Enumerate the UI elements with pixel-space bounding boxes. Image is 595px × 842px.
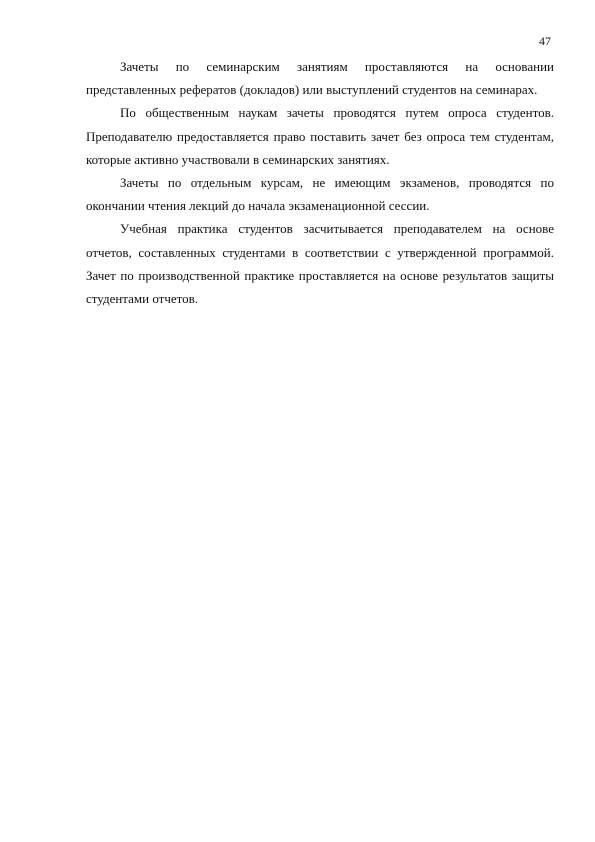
paragraph-seminar-credits: Зачеты по семинарским занятиям проставляются на основании представленных рефератов (докладов) или выступлений студентов на семинарах.	[86, 59, 554, 98]
page-number: 47	[539, 34, 551, 48]
paragraph-course-credits: Зачеты по отдельным курсам, не имеющим экзаменов, проводятся по окончании чтения лекций до начала экзаменационной сессии.	[86, 175, 554, 214]
paragraph-social-sciences-credits: По общественным наукам зачеты проводятся путем опроса студентов. Преподавателю предоставляется право поставить зачет без опроса тем студентам, которые активно участвовали в семинарских занятиях.	[86, 105, 554, 167]
paragraph-practice-credits: Учебная практика студентов засчитывается преподавателем на основе отчетов, составленных студентами в соответствии с утвержденной программой. Зачет по производственной практике проставляется на основе результатов защиты студентами отчетов.	[86, 221, 554, 307]
body-text	[86, 55, 554, 310]
